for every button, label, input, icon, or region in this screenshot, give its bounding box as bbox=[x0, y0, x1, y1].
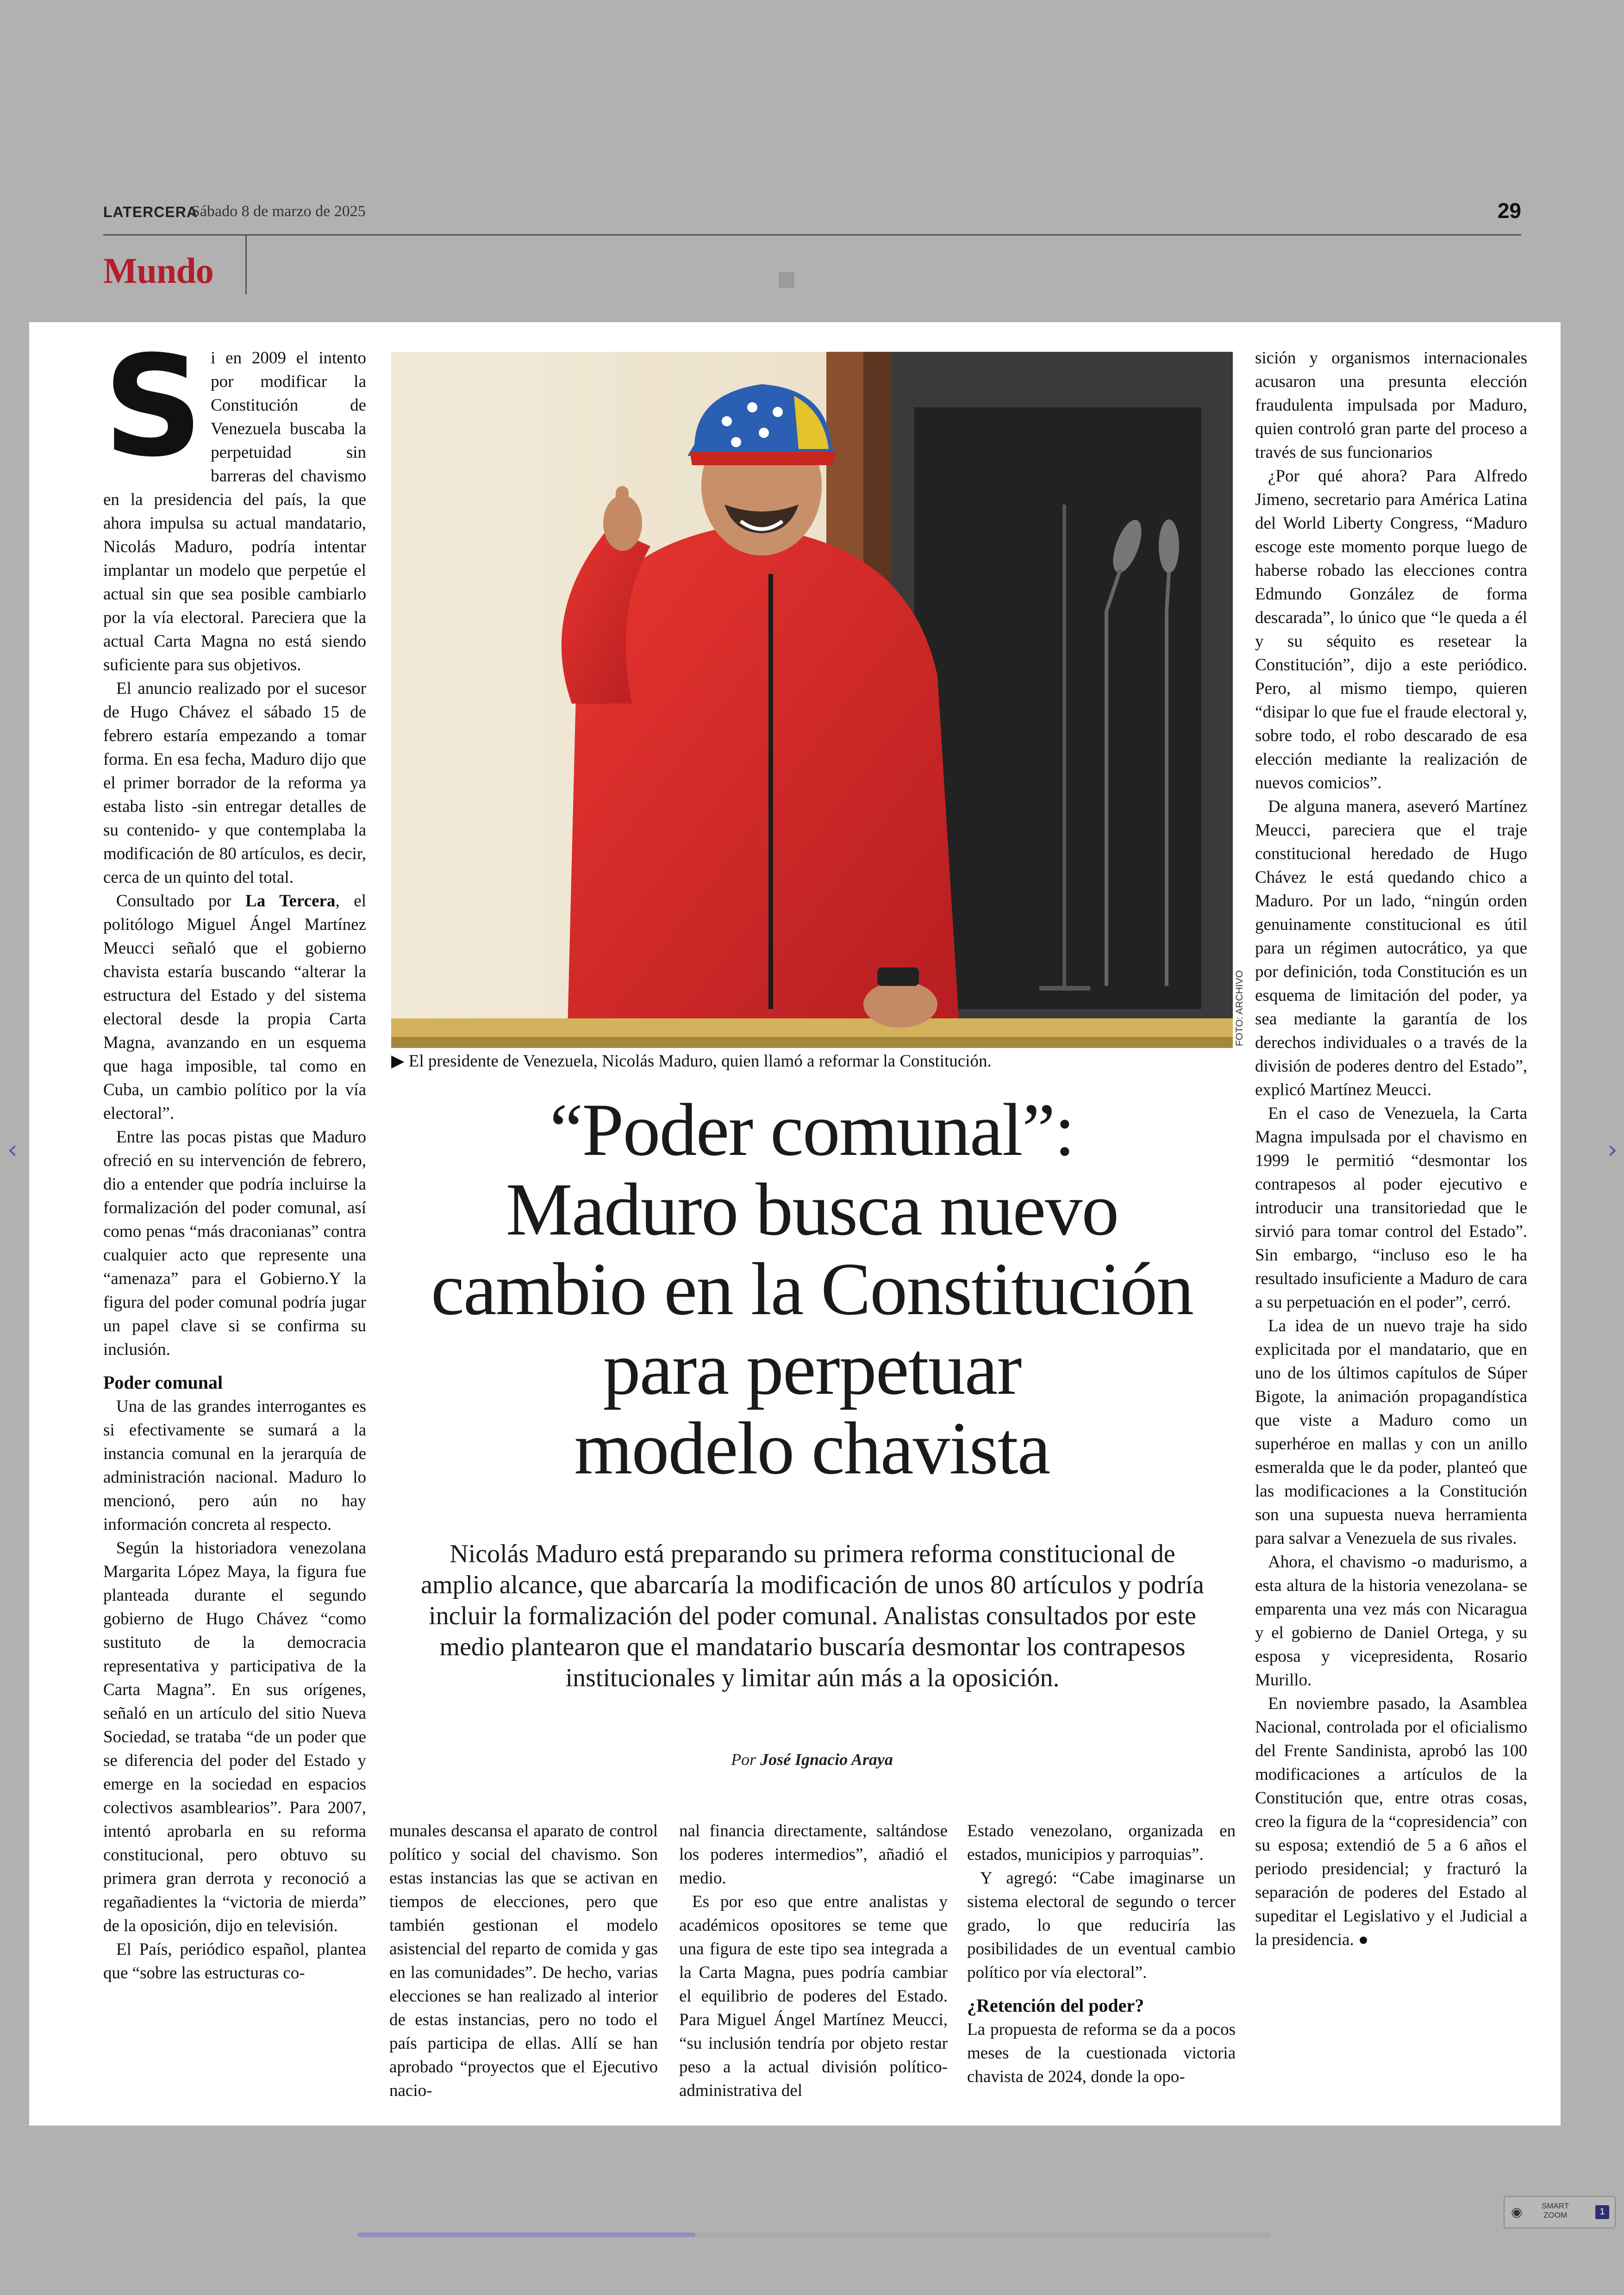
headline bbox=[391, 1091, 1233, 1489]
paragraph: El anuncio realizado por el sucesor de Hugo Chávez el sábado 15 de febrero estaría empezando a tomar forma. En esa fecha, Maduro dijo que el primer borrador de la reforma ya estaba listo -sin entregar detalles de su contenido- y que contemplaba la modificación de 80 artículos, es decir, cerca de un quinto del total. bbox=[103, 679, 366, 887]
text-run: En noviembre pasado, la Asamblea Nacional, controlada por el oficialismo del Frente Sandinista, aprobó las 100 modificaciones a artículos de la Constitución que, entre otras cosas, creo la figura de la “copresidencia” con su esposa; extendió de 5 a 6 años el periodo presidencial; y fracturó la separación de poderes del Estado al supeditar el Legislativo y el Judicial a la presidencia. bbox=[1255, 1694, 1527, 1949]
photo-illustration bbox=[391, 352, 1233, 1048]
end-mark-icon: ● bbox=[1358, 1930, 1369, 1949]
article-column-4 bbox=[967, 1819, 1236, 2089]
drop-cap: S bbox=[103, 326, 204, 487]
headline-line: para perpetuar bbox=[603, 1328, 1021, 1410]
paragraph bbox=[103, 889, 366, 1125]
byline-author: José Ignacio Araya bbox=[760, 1750, 893, 1769]
caption-marker-icon: ▶ bbox=[391, 1052, 405, 1071]
paragraph: El País, periódico español, plantea que “sobre las estructuras co- bbox=[103, 1940, 366, 1983]
article-deck: Nicolás Maduro está preparando su primera reforma constitucional de amplio alcance, que abarcaría la modificación de unos 80 artículos y podría incluir la formalización del poder comunal. Analistas consultados por este medio plantearon que el mandatario buscaría desmontar los contrapesos institucionales y limitar aún más a la oposición. bbox=[421, 1540, 1204, 1692]
headline-line: modelo chavista bbox=[574, 1407, 1050, 1490]
next-page-button[interactable]: › bbox=[1607, 1135, 1618, 1164]
paragraph: Y agregó: “Cabe imaginarse un sistema electoral de segundo o tercer grado, lo que reduciría las posibilidades de un eventual cambio político por vía electoral”. bbox=[967, 1869, 1236, 1982]
paragraph bbox=[1255, 1692, 1527, 1952]
paragraph: La propuesta de reforma se da a pocos meses de la cuestionada victoria chavista de 2024, donde la opo- bbox=[967, 2020, 1236, 2086]
issue-date: Sábado 8 de marzo de 2025 bbox=[191, 203, 366, 220]
paragraph: En el caso de Venezuela, la Carta Magna impulsada por el chavismo en 1999 le permitió “desmontar los contrapesos al poder ejecutivo e introducir una transitoriedad que le sirvió para tomar control del Estado”. Sin embargo, “incluso eso le ha resultado insuficiente a Maduro de cara a su perpetuación en el poder”, cerró. bbox=[1255, 1104, 1527, 1312]
newspaper-header bbox=[103, 198, 1521, 235]
page-number: 29 bbox=[1497, 199, 1521, 223]
article-column-1 bbox=[103, 326, 366, 1985]
zoom-level-badge: 1 bbox=[1595, 2205, 1609, 2219]
smart-zoom-button[interactable] bbox=[1504, 2196, 1616, 2228]
subheading: ¿Retención del poder? bbox=[967, 1995, 1144, 2016]
article-page bbox=[29, 322, 1561, 2126]
previous-page-button[interactable]: ‹ bbox=[7, 1135, 18, 1164]
brand-name: LATERCERA bbox=[103, 204, 198, 220]
smart-zoom-line: ZOOM bbox=[1543, 2211, 1568, 2220]
caption-text: El presidente de Venezuela, Nicolás Maduro, quien llamó a reformar la Constitución. bbox=[408, 1052, 992, 1071]
photo-credit bbox=[1234, 970, 1253, 1054]
paragraph: Ahora, el chavismo -o madurismo, a esta altura de la historia venezolana- se emparenta una vez más con Nicaragua y el gobierno de Daniel Ortega, y su esposa y vicepresidenta, Rosario Murillo. bbox=[1255, 1553, 1527, 1690]
eye-icon: ◉ bbox=[1511, 2204, 1523, 2220]
text-run: , el politólogo Miguel Ángel Martínez Meucci señaló que el gobierno chavista estaría buscando “alterar la estructura del Estado y del sistema electoral desde la propia Carta Magna, avanzando en un esquema que haga imposible, tal como en Cuba, un cambio político por la vía electoral”. bbox=[103, 892, 366, 1123]
headline-line: Maduro busca nuevo bbox=[506, 1168, 1118, 1251]
reading-progress-fill bbox=[357, 2233, 695, 2237]
photo-credit-text: FOTO: ARCHIVO bbox=[1234, 970, 1245, 1047]
paragraph: Según la historiadora venezolana Margarita López Maya, la figura fue planteada durante el segundo gobierno de Hugo Chávez “como sustituto de la democracia representativa y participativa de la Carta Magna”. En sus orígenes, señaló en un artículo del sitio Nueva Sociedad, se trataba “de un poder que se diferencia del poder del Estado y emerge en la sociedad en espacios colectivos asamblearios”. Para 2007, intentó aprobarla en su reforma constitucional, pero obtuvo su primera gran derrota y reconoció a regañadientes la “victoria de mierda” de la oposición, dijo en televisión. bbox=[103, 1539, 366, 1935]
publication-name: La Tercera bbox=[245, 892, 336, 911]
article-column-5 bbox=[1255, 346, 1527, 1952]
headline-line: “Poder comunal”: bbox=[550, 1089, 1074, 1172]
paragraph: Es por eso que entre analistas y académicos opositores se teme que una figura de este tipo sea integrada a la Carta Magna, pues podría cambiar el equilibrio de poderes del Estado. Para Miguel Ángel Martínez Meucci, “su inclusión tendría por objeto restar peso a la actual división político-administrativa del bbox=[679, 1892, 948, 2100]
byline bbox=[391, 1750, 1233, 1769]
paragraph: De alguna manera, aseveró Martínez Meucci, pareciera que el traje constitucional heredado de Hugo Chávez le está quedando chico a Maduro. Por un lado, “ningún orden genuinamente constitucional es útil para un régimen autocrático, ya que por definición, toda Constitución es un esquema de limitación del poder, ya sea mediante la garantía de los derechos individuales o a través de la división de poderes dentro del Estado”, explicó Martínez Meucci. bbox=[1255, 797, 1527, 1099]
section-divider bbox=[245, 235, 247, 294]
byline-prefix: Por bbox=[731, 1750, 756, 1769]
headline-line: cambio en la Constitución bbox=[431, 1248, 1193, 1331]
paragraph: La idea de un nuevo traje ha sido explicitada por el mandatario, que en uno de los últimos capítulos de Súper Bigote, la animación propagandística que viste a Maduro como un superhéroe en mallas y con un anillo esmeralda que le da poder, planteó que las modificaciones a la Constitución son una supuesta nueva herramienta para salvar a Venezuela de sus rivales. bbox=[1255, 1316, 1527, 1548]
article-column-2 bbox=[389, 1819, 658, 2102]
article-column-3 bbox=[679, 1819, 948, 2102]
paragraph: sición y organismos internacionales acusaron una presunta elección fraudulenta impulsada por Maduro, quien controló gran parte del proceso a través de sus funcionarios bbox=[1255, 349, 1527, 462]
reading-progress-bar[interactable] bbox=[357, 2233, 1270, 2237]
smart-zoom-label bbox=[1542, 2201, 1569, 2220]
text-run: Consultado por bbox=[116, 892, 246, 911]
header-rule bbox=[103, 234, 1521, 236]
maduro-photo bbox=[391, 352, 1233, 1048]
page-marker-icon bbox=[779, 272, 794, 288]
paragraph: Entre las pocas pistas que Maduro ofreció en su intervención de febrero, dio a entender que podría incluirse la formalización del poder comunal, así como penas “más draconianas” contra cualquier acto que represente una “amenaza” para el Gobierno.Y la figura del poder comunal podría jugar un papel clave si se confirma su inclusión. bbox=[103, 1128, 366, 1359]
subheading: Poder comunal bbox=[103, 1372, 223, 1393]
paragraph: munales descansa el aparato de control político y social del chavismo. Son estas instancias las que se activan en tiempos de elecciones, pero que también gestionan el modelo asistencial del reparto de comida y gas en las comunidades”. De hecho, varias elecciones se han realizado al interior de estas instancias, pero no todo el país participa de ellas. Allí se han aprobado “proyectos que el Ejecutivo nacio- bbox=[389, 1821, 658, 2100]
paragraph: ¿Por qué ahora? Para Alfredo Jimeno, secretario para América Latina del World Liberty Congress, “Maduro escoge este momento porque luego de haberse robado las elecciones contra Edmundo González de forma descarada”, lo único que “le queda a él y su séquito es resetear la Constitución”, dijo a este periódico. Pero, al mismo tiempo, quieren “disipar lo que fue el fraude electoral y, sobre todo, el robo descarado de esa elección mediante la realización de nuevos comicios”. bbox=[1255, 467, 1527, 792]
section-title: Mundo bbox=[103, 250, 213, 291]
paragraph: Estado venezolano, organizada en estados, municipios y parroquias”. bbox=[967, 1821, 1236, 1864]
photo-caption bbox=[391, 1051, 1233, 1071]
paragraph: nal financia directamente, saltándose los poderes intermedios”, añadió el medio. bbox=[679, 1821, 948, 1888]
smart-zoom-line: SMART bbox=[1542, 2201, 1569, 2210]
paragraph: Una de las grandes interrogantes es si efectivamente se sumará a la instancia comunal en la jerarquía de administración nacional. Maduro lo mencionó, pero aún no hay información concreta al respecto. bbox=[103, 1397, 366, 1534]
paragraph: i en 2009 el intento por modificar la Constitución de Venezuela buscaba la perpetuidad sin barreras del chavismo en la presidencia del país, la que ahora impulsa su actual mandatario, Nicolás Maduro, podría intentar implantar un modelo que perpetúe el actual sin que sea posible cambiarlo por la vía electoral. Pareciera que la actual Carta Magna no está siendo suficiente para sus objetivos. bbox=[103, 349, 366, 674]
